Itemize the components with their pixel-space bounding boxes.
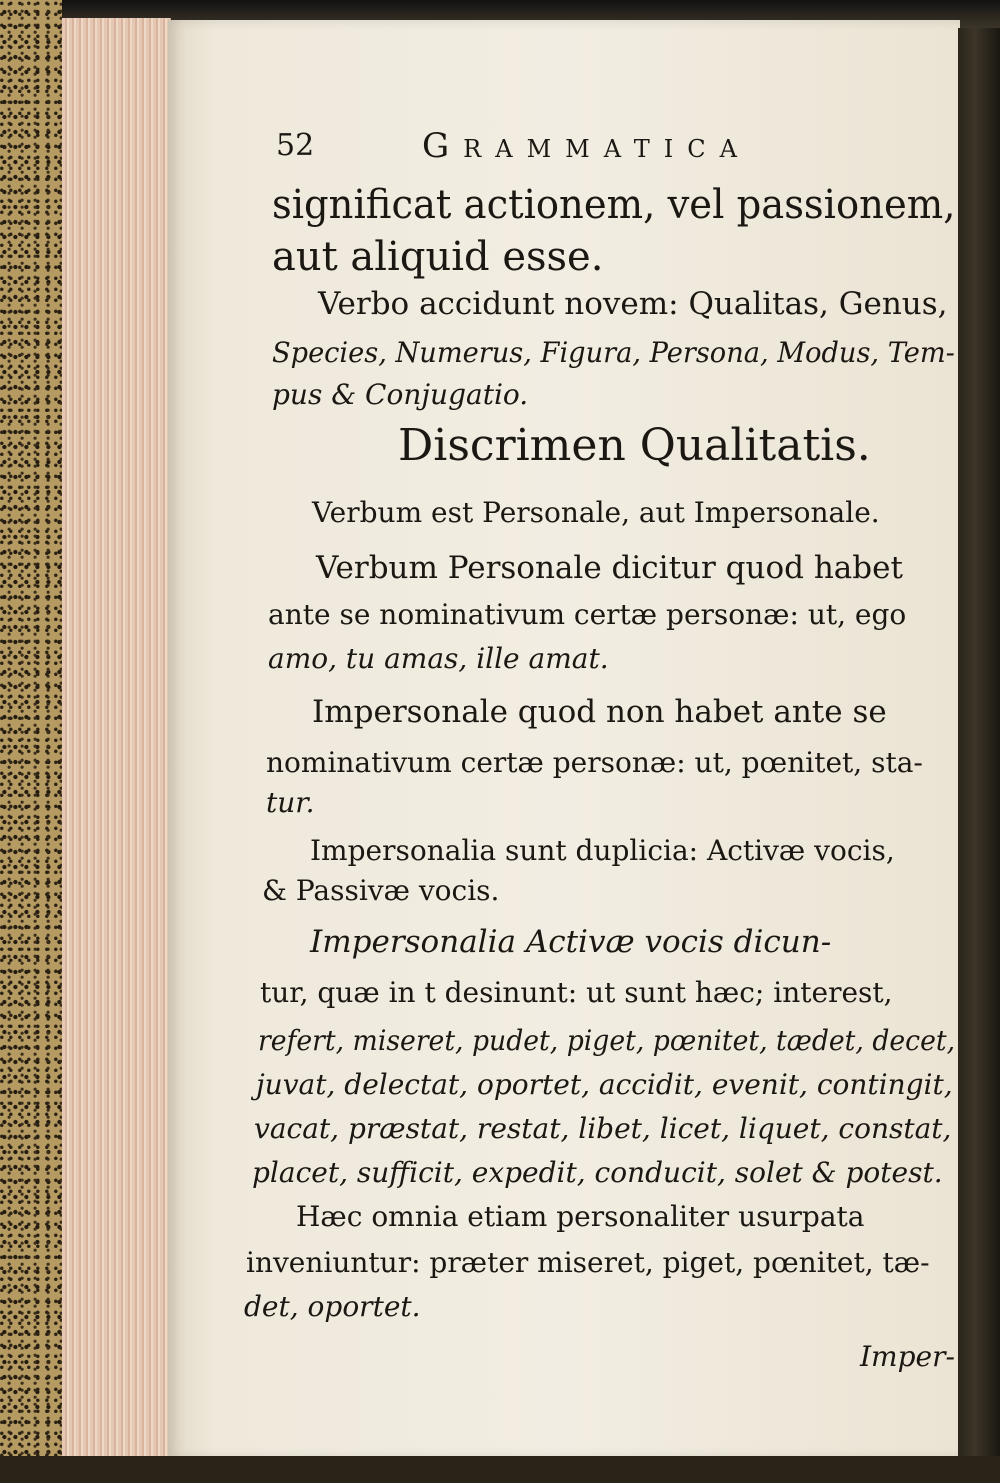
text-line: inveniuntur: præter miseret, piget, pœnitet, tæ- [246, 1246, 930, 1279]
text-line: Verbum Personale dicitur quod habet [316, 550, 903, 586]
text-line: placet, sufficit, expedit, conducit, solet & potest. [252, 1156, 943, 1189]
text-line: Impersonalia Activæ vocis dicun- [310, 924, 832, 960]
text-line: aut aliquid esse. [272, 234, 604, 280]
text-line: det, oportet. [244, 1290, 421, 1323]
text-line: Species, Numerus, Figura, Persona, Modus, Tem- [272, 336, 955, 369]
text-line: pus & Conjugatio. [272, 378, 529, 411]
text-line: refert, miseret, pudet, piget, pœnitet, tædet, decet, [258, 1024, 956, 1057]
text-line: Impersonalia sunt duplicia: Activæ vocis, [310, 834, 895, 867]
page-number: 52 [276, 128, 315, 163]
text-line: amo, tu amas, ille amat. [268, 642, 609, 675]
catchword: Imper- [860, 1340, 955, 1373]
text-line: tur. [266, 786, 315, 819]
text-line: Verbo accidunt novem: Qualitas, Genus, [318, 286, 948, 322]
text-line: nominativum certæ personæ: ut, pœnitet, sta- [266, 746, 923, 779]
text-line: juvat, delectat, oportet, accidit, evenit, contingit, [256, 1068, 953, 1101]
text-line: significat actionem, vel passionem, [272, 182, 956, 228]
running-title: Grammatica [422, 126, 751, 166]
text-line: Verbum est Personale, aut Impersonale. [312, 496, 880, 529]
text-line: Impersonale quod non habet ante se [312, 694, 887, 730]
text-line: Hæc omnia etiam personaliter usurpata [296, 1200, 865, 1233]
text-line: vacat, præstat, restat, libet, licet, liquet, constat, [254, 1112, 952, 1145]
text-line: & Passivæ vocis. [262, 874, 500, 907]
subheading: Discrimen Qualitatis. [398, 420, 871, 471]
text-line: ante se nominativum certæ personæ: ut, ego [268, 598, 907, 631]
text-line: tur, quæ in t desinunt: ut sunt hæc; interest, [260, 976, 893, 1009]
